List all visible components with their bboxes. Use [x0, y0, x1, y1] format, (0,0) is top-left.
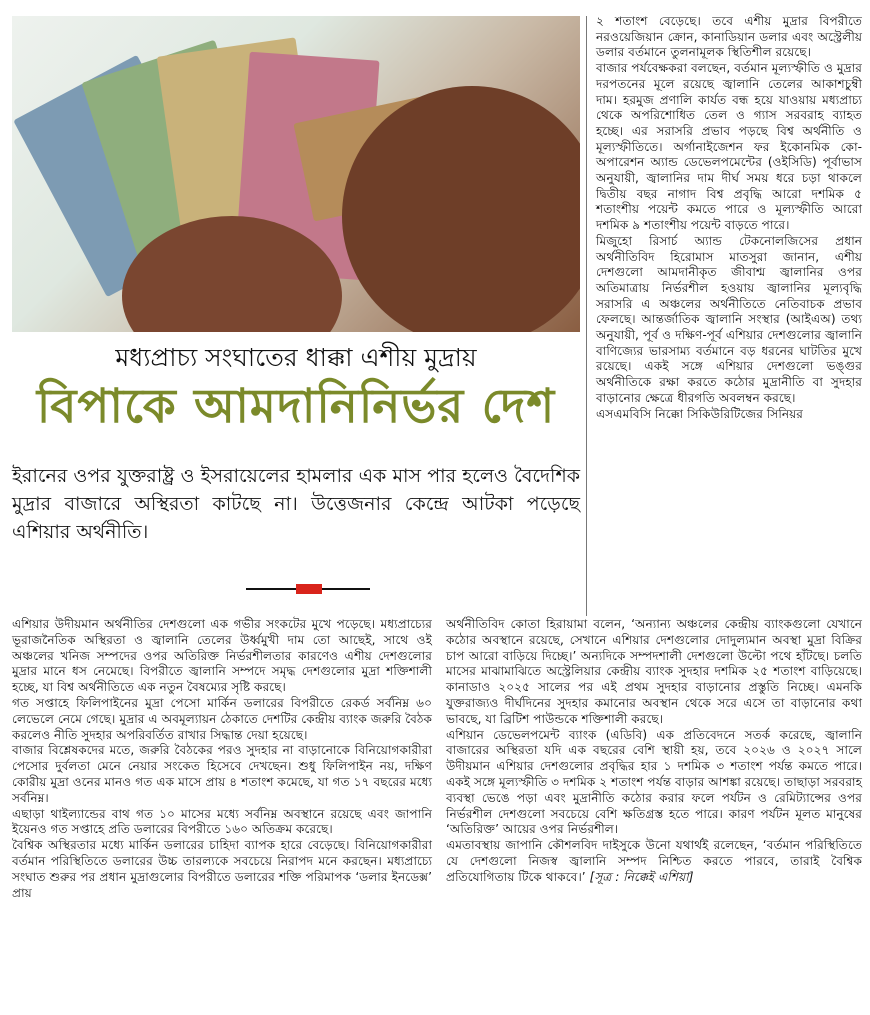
paragraph: এসএমবিসি নিক্কো সিকিউরিটিজের সিনিয়র [596, 406, 804, 421]
paragraph: বাজার পর্যবেক্ষকরা বলছেন, বর্তমান মূল্যস্ফীতি ও মুদ্রার দরপতনের মূলে রয়েছে জ্বালানি তেলের আকাশচুম্বী দাম। হরমুজ প্রণালি কার্যত বন্ধ হয়ে যাওয়ায় মধ্যপ্রাচ্য থেকে অপরিশোধিত তেল ও গ্যাস সরবরাহ ব্যাহত হচ্ছে। এর সরাসরি প্রভাব পড়ছে বিশ্ব অর্থনীতি ও মূল্যস্ফীতিতে। অর্গানাইজেশন ফর ইকোনমিক কো-অপারেশন অ্যান্ড ডেভেলপমেন্টের (ওইসিডি) পূর্বাভাস অনুযায়ী, জ্বালানির দাম দীর্ঘ সময় ধরে চড়া থাকলে দ্বিতীয় বছর নাগাদ বিশ্ব প্রবৃদ্ধি আরো দশমিক ৫ শতাংশীয় পয়েন্ট কমতে পারে ও মূল্যস্ফীতি আরো দশমিক ৯ শতাংশীয় পয়েন্ট বাড়তে পারে। [596, 61, 862, 233]
article-photo [12, 16, 580, 332]
paragraph: এশিয়ার উদীয়মান অর্থনীতির দেশগুলো এক গভীর সংকটের মুখে পড়েছে। মধ্যপ্রাচ্যের ভূরাজনৈতিক অস্থিরতা ও জ্বালানি তেলের উর্ধ্বমুখী দাম তো আছেই, সাথে ওই অঞ্চলের খনিজ সম্পদের ওপর অতিরিক্ত নির্ভরশীলতার কারণেও এশীয় দেশগুলোর মুদ্রার মানে ধস নেমেছে। বিপরীতে জ্বালানি সম্পদে সমৃদ্ধ দেশগুলোর মুদ্রা শক্তিশালী হচ্ছে, যা বিশ্ব অর্থনীতিতে এক নতুন বৈষম্যের সৃষ্টি করছে। [12, 617, 432, 695]
paragraph: মিজুহো রিসার্চ অ্যান্ড টেকনোলজিসের প্রধান অর্থনীতিবিদ হিরোমাস মাতসুরা জানান, এশীয় দেশগুলো আমদানীকৃত জীবাশ্ম জ্বালানির ওপর অতিমাত্রায় নির্ভরশীল হওয়ায় জ্বালানির মূল্যবৃদ্ধি সরাসরি এ অঞ্চলের অর্থনীতিতে নেতিবাচক প্রভাব ফেলছে। আন্তর্জাতিক জ্বালানি সংস্থার (আইএঅ) তথ্য অনুযায়ী, পূর্ব ও দক্ষিণ-পূর্ব এশিয়ার দেশগুলোর জ্বালানি বাণিজ্যের ভারসাম্য বর্তমানে বড় ধরনের ঘাটতির মুখে রয়েছে। একই সঙ্গে এশিয়ার দেশগুলো ভঙ্গুর অর্থনীতিকে রক্ষা করতে কঠোর মুদ্রানীতি বা সুদহার বাড়ানোর ক্ষেত্রে ধীরগতি অবলম্বন করছে। [596, 233, 862, 405]
paragraph: গত সপ্তাহে ফিলিপাইনের মুদ্রা পেসো মার্কিন ডলারের বিপরীতে রেকর্ড সর্বনিম্ন ৬০ লেভেলে নেমে গেছে। মুদ্রার এ অবমূল্যায়ন ঠেকাতে দেশটির কেন্দ্রীয় ব্যাংক জরুরি বৈঠক করলেও নীতি সুদহার অপরিবর্তিত রাখার সিদ্ধান্ত দেয়া হয়েছে। [12, 695, 432, 742]
kicker: মধ্যপ্রাচ্য সংঘাতের ধাক্কা এশীয় মুদ্রায় [115, 343, 477, 372]
divider-accent [296, 584, 322, 594]
paragraph: এছাড়া থাইল্যান্ডের বাথ গত ১০ মাসের মধ্যে সর্বনিম্ন অবস্থানে রয়েছে এবং জাপানি ইয়েনও গত সপ্তাহে প্রতি ডলারের বিপরীতে ১৬০ অতিক্রম করেছে। [12, 806, 432, 837]
right-column [596, 14, 862, 422]
source-credit: [সূত্র : নিক্কেই এশিয়া] [589, 869, 694, 884]
headline-block [12, 340, 580, 438]
bottom-right-column [446, 617, 862, 886]
quote-text: এমতাবস্থায় জাপানি কৌশলবিদ দাইসুকে উনো যথার্থই রলেছেন, ‘বর্তমান পরিস্থিতিতে যে দেশগুলো নিজস্ব জ্বালানি সম্পদ নিশ্চিত করতে পারবে, তারাই বৈশ্বিক প্রতিযোগিতায় টিকে থাকবে।’ [446, 838, 862, 884]
left-column [12, 617, 432, 901]
paragraph: বৈশ্বিক অস্থিরতার মধ্যে মার্কিন ডলারের চাহিদা ব্যাপক হারে বেড়েছে। বিনিয়োগকারীরা বর্তমান পরিস্থিতিতে ডলারের উচ্চ তারল্যকে সবচেয়ে নিরাপদ মনে করছেন। মধ্যপ্রাচ্যে সংঘাত শুরুর পর প্রধান মুদ্রাগুলোর বিপরীতে ডলারের শক্তি পরিমাপক ‘ডলার ইনডেক্স’ প্রায় [12, 838, 432, 900]
paragraph: বাজার বিশ্লেষকদের মতে, জরুরি বৈঠকের পরও সুদহার না বাড়ানোকে বিনিয়োগকারীরা পেসোর দুর্বলতা মেনে নেয়ার সংকেত হিসেবে দেখছেন। শুধু ফিলিপাইন নয়, দক্ষিণ কোরীয় মুদ্রা ওনের মানও গত এক মাসে প্রায় ৪ শতাংশ কমেছে, যা গত ১৭ বছরের মধ্যে সর্বনিম্ন। [12, 743, 432, 805]
paragraph: ২ শতাংশ বেড়েছে। তবে এশীয় মুদ্রার বিপরীতে নরওয়েজিয়ান ক্রোন, কানাডিয়ান ডলার এবং অস্ট্রেলীয় ডলার বর্তমানে তুলনামূলক স্থিতিশীল রয়েছে। [596, 14, 862, 60]
page-title: বিপাকে আমদানিনির্ভর দেশ [36, 379, 556, 434]
column-divider [586, 16, 587, 616]
paragraph: অর্থনীতিবিদ কোতা হিরায়ামা বলেন, ‘অন্যান্য অঞ্চলের কেন্দ্রীয় ব্যাংকগুলো যেখানে কঠোর অবস্থানে রয়েছে, সেখানে এশিয়ার দেশগুলোর দোদুল্যমান অবস্থা মুদ্রা বিক্রির চাপ আরো বাড়িয়ে দিচ্ছে।’ অন্যদিকে সম্পদশালী দেশগুলো উল্টো পথে হাঁটছে। চলতি মাসের মাঝামাঝিতে অস্ট্রেলিয়ার কেন্দ্রীয় ব্যাংক সুদহার দশমিক ২৫ শতাংশ বাড়িয়েছে। কানাডাও ২০২৫ সালের পর এই প্রথম সুদহার বাড়ানোর প্রস্তুতি নিচ্ছে। এমনকি যুক্তরাজ্যও দীর্ঘদিনের সুদহার কমানোর অবস্থান থেকে সরে এসে তা বাড়ানোর কথা ভাবছে, যা ব্রিটিশ পাউন্ডকে শক্তিশালী করছে। [446, 617, 862, 726]
paragraph: এশিয়ান ডেভেলপমেন্ট ব্যাংক (এডিবি) এক প্রতিবেদনে সতর্ক করেছে, জ্বালানি বাজারের অস্থিরতা যদি এক বছরের বেশি স্থায়ী হয়, তবে ২০২৬ ও ২০২৭ সালে উদীয়মান এশিয়ার দেশগুলোর প্রবৃদ্ধির হার ১ দশমিক ৩ শতাংশ পর্যন্ত কমতে পারে। একই সঙ্গে মূল্যস্ফীতি ৩ দশমিক ২ শতাংশ পর্যন্ত বাড়ার আশঙ্কা রয়েছে। তাছাড়া সরবরাহ ব্যবস্থা ভেঙে পড়া এবং মুদ্রানীতি কঠোর করার ফলে পর্যটন ও রেমিট্যান্সের ওপর নির্ভরশীল দেশগুলো সবচেয়ে বেশি ক্ষতিগ্রস্ত হতে পারে। কারণ পর্যটন মূলত মানুষের ‘অতিরিক্ত’ আয়ের ওপর নির্ভরশীল। [446, 727, 862, 837]
paragraph [446, 838, 862, 885]
lead-paragraph: ইরানের ওপর যুক্তরাষ্ট্র ও ইসরায়েলের হামলার এক মাস পার হলেও বৈদেশিক মুদ্রার বাজারে অস্থিরতা কাটছে না। উত্তেজনার কেন্দ্রে আটকা পড়েছে এশিয়ার অর্থনীতি। [12, 465, 580, 543]
